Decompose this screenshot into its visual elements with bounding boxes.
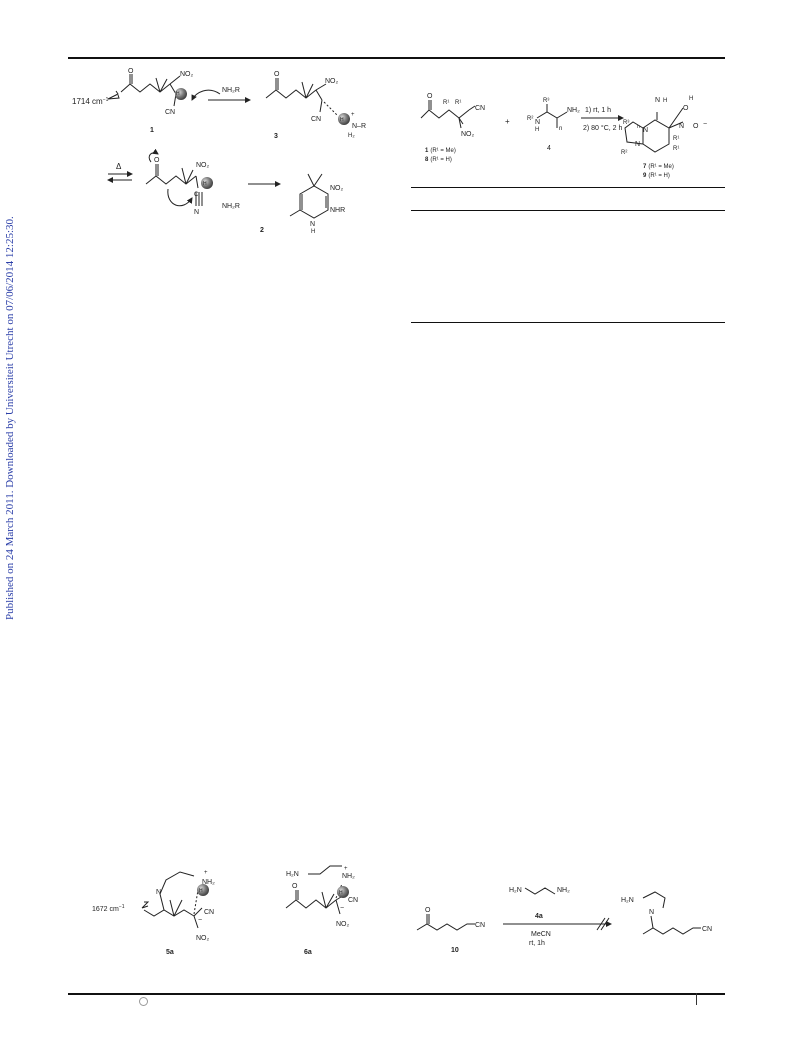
compound-7-label: 7 xyxy=(643,164,647,170)
ir-label: 1714 $cm^{-1}$ xyxy=(72,97,109,106)
amine-product-label: NHR xyxy=(330,207,346,214)
h2-label: H₂ xyxy=(348,133,355,139)
product-r1-label: R¹ xyxy=(673,136,680,142)
nh2-label: NH₂ xyxy=(202,879,215,886)
o-atom-label: O xyxy=(425,907,431,914)
product-r2-label: R² xyxy=(621,150,628,156)
product-nplus-label: N xyxy=(679,123,685,130)
svg-text:1(R¹ = Me) xyxy=(425,148,456,154)
cyano-label: CN xyxy=(348,897,359,904)
o-atom-label: O xyxy=(427,93,433,100)
nh-label: N xyxy=(535,119,541,126)
r2-label: R² xyxy=(527,116,534,122)
svg-text:9(R¹ = H) xyxy=(643,173,670,179)
product-cyano-label: CN xyxy=(702,926,713,933)
r3-label: R³ xyxy=(543,98,550,104)
o-atom-label: O xyxy=(274,71,280,78)
publication-note-text[interactable]: Published on 24 March 2011. Downloaded by Universiteit Utrecht on 07/06/2014 12:25:30. xyxy=(4,216,16,620)
header-rule xyxy=(68,57,725,59)
compound-1-label: 1 xyxy=(425,148,429,154)
product-ring-n-label: N xyxy=(635,141,641,148)
compound-8-label: 8 xyxy=(425,157,429,163)
cyano-label: CN xyxy=(204,909,215,916)
product-h2n-label: H₂N xyxy=(621,897,634,904)
product-ring-n-label: N xyxy=(643,127,649,134)
control-reaction-scheme xyxy=(411,872,725,958)
r1-label: R¹ xyxy=(455,100,462,106)
ir-label: 1672 cm xyxy=(92,906,119,913)
amine-reagent-label: NH₂R xyxy=(222,203,240,210)
plus-label: + xyxy=(204,870,208,876)
c-atom-label: C xyxy=(194,192,199,198)
product-ominus-label: O xyxy=(693,123,699,130)
nitro-label: NO₂ xyxy=(196,935,210,942)
nitro-label: NO₂ xyxy=(336,921,350,928)
o-atom-label: O xyxy=(154,157,160,164)
h-ball-label: H xyxy=(199,888,203,894)
product-minus-label: − xyxy=(703,121,708,128)
product-n-index-label: n xyxy=(637,124,640,130)
nh-r-label: N–R xyxy=(352,123,367,130)
reagent-nh2-label: NH₂ xyxy=(557,887,570,894)
footer-circle-icon xyxy=(139,997,148,1006)
product-o-label: O xyxy=(683,105,689,112)
cyano-label: CN xyxy=(165,109,176,116)
r1-label: R¹ xyxy=(443,100,450,106)
n-atom-label: N xyxy=(156,889,162,896)
compound-6a-label: 6a xyxy=(304,949,312,956)
solvent-label: MeCN xyxy=(531,931,551,938)
h-ball-label: H xyxy=(203,181,207,187)
table-bottom-rule xyxy=(411,322,725,323)
plus-label: + xyxy=(344,866,348,872)
o-atom-label: O xyxy=(292,883,298,890)
cyclization-scheme xyxy=(411,88,725,184)
n-atom-label: N xyxy=(194,209,200,216)
minus-label: − xyxy=(340,905,345,912)
step-2-label: 2) 80 °C, 2 h xyxy=(583,125,623,132)
nitro-label: NO₂ xyxy=(196,162,210,169)
compound-9-note: (R¹ = H) xyxy=(648,173,670,179)
intermediates-scheme xyxy=(90,862,390,958)
minus-label: − xyxy=(198,917,203,924)
table-top-rule xyxy=(411,187,725,188)
svg-text:8(R¹ = H) xyxy=(425,157,452,163)
product-oh-label: H xyxy=(689,96,694,102)
compound-2-label: 2 xyxy=(260,227,264,234)
reagent-h2n-label: H₂N xyxy=(509,887,522,894)
footer-rule xyxy=(68,993,725,995)
plus-label: + xyxy=(505,117,510,126)
h-ball-label: H xyxy=(340,117,344,123)
reagent-number-label: 4 xyxy=(547,145,551,152)
svg-text:1672 cm−1: 1672 $cm^{-1}$ xyxy=(92,904,125,913)
h-ball-label: H xyxy=(339,890,343,896)
nh2-label: NH₂ xyxy=(567,107,580,114)
cyano-label: CN xyxy=(311,116,322,123)
ring-h-label: H xyxy=(311,229,316,234)
plus-label: + xyxy=(351,112,355,118)
cyano-label: CN xyxy=(475,922,486,929)
nitro-label: NO₂ xyxy=(325,78,339,85)
n-index-label: n xyxy=(559,126,563,132)
table-header-rule xyxy=(411,210,725,211)
product-n-label: N xyxy=(649,909,655,916)
h-ball-label: H xyxy=(176,91,180,97)
h-label: H xyxy=(535,127,540,133)
footer-separator xyxy=(696,993,697,1005)
reagent-4a-label: 4a xyxy=(535,913,543,920)
compound-8-note: (R¹ = H) xyxy=(430,157,452,163)
compound-10-label: 10 xyxy=(451,947,459,954)
product-h-label: H xyxy=(663,98,668,104)
heat-label: Δ xyxy=(116,162,122,171)
nh2-label: NH₂ xyxy=(342,873,355,880)
compound-9-label: 9 xyxy=(643,173,647,179)
h2n-label: H₂N xyxy=(286,871,299,878)
svg-text:7(R¹ = Me) xyxy=(643,164,674,170)
compound-1-note: (R¹ = Me) xyxy=(430,148,456,154)
amine-reagent-label: NH₂R xyxy=(222,87,240,94)
publication-note xyxy=(4,216,18,634)
step-1-label: 1) rt, 1 h xyxy=(585,107,612,114)
compound-7-note: (R¹ = Me) xyxy=(648,164,674,170)
compound-5a-label: 5a xyxy=(166,949,174,956)
nitro-label: NO₂ xyxy=(180,71,194,78)
compound-1-label: 1 xyxy=(150,127,154,134)
product-r1-label: R¹ xyxy=(673,146,680,152)
cyano-label: CN xyxy=(475,105,486,112)
compound-3-label: 3 xyxy=(274,133,278,140)
nitro-label: NO₂ xyxy=(461,131,475,138)
conditions-label: rt, 1h xyxy=(529,940,545,947)
product-r3-label: R³ xyxy=(623,120,630,126)
nitro-label: NO₂ xyxy=(330,185,344,192)
o-atom-label: O xyxy=(128,68,134,75)
product-n-label: N xyxy=(655,97,661,104)
mechanism-scheme xyxy=(68,64,388,234)
ring-nh-label: N xyxy=(310,221,316,228)
